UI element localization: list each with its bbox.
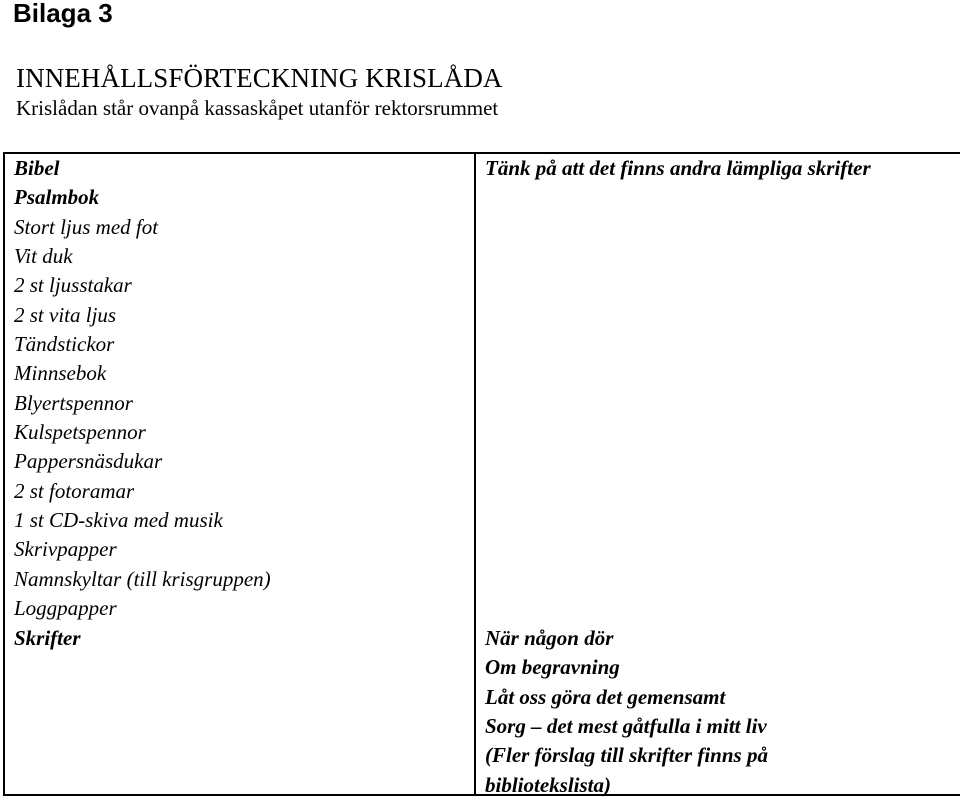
writings-list: [485, 624, 845, 800]
list-item-loggpapper: Loggpapper: [14, 596, 117, 621]
writing-item: När någon dör: [485, 626, 614, 650]
writing-item: (Fler förslag till skrifter finns på bibliotekslista): [485, 743, 768, 797]
list-item-vit-duk: Vit duk: [14, 244, 73, 269]
list-item-namnskyltar: Namnskyltar (till krisgruppen): [14, 566, 271, 591]
list-item-cd-skiva: 1 st CD-skiva med musik: [14, 508, 223, 533]
list-item-stort-ljus: Stort ljus med fot: [14, 214, 159, 239]
table-row: [4, 153, 960, 795]
item-list: [14, 154, 271, 653]
list-item-kulspetspennor: Kulspetspennor: [14, 420, 146, 445]
writing-item: Om begravning: [485, 655, 620, 680]
list-item-tandstickor: Tändstickor: [14, 332, 115, 357]
list-item-skrifter: Skrifter: [14, 625, 81, 650]
notes-cell: [475, 153, 960, 795]
writing-item: Sorg – det mest gåtfulla i mitt liv: [485, 714, 767, 739]
writing-item: Låt oss göra det gemensamt: [485, 684, 726, 709]
list-item-psalmbok: Psalmbok: [14, 185, 100, 210]
list-item-fotoramar: 2 st fotoramar: [14, 478, 135, 503]
list-item-pappersnasdukar: Pappersnäsdukar: [14, 449, 163, 474]
list-item-bibel: Bibel: [14, 156, 60, 180]
appendix-label: Bilaga 3: [13, 0, 113, 28]
list-item-vita-ljus: 2 st vita ljus: [14, 302, 117, 327]
contents-table: [3, 152, 960, 796]
list-item-blyertspennor: Blyertspennor: [14, 390, 133, 415]
document-title: INNEHÅLLSFÖRTECKNING KRISLÅDA: [16, 63, 503, 93]
list-item-skrivpapper: Skrivpapper: [14, 537, 117, 562]
list-item-ljusstakar: 2 st ljusstakar: [14, 273, 132, 298]
document-subtitle: Krislådan står ovanpå kassaskåpet utanför rektorsrummet: [16, 96, 499, 120]
list-item-minnsebok: Minnsebok: [14, 361, 107, 386]
items-cell: [4, 153, 475, 795]
writings-hint: Tänk på att det finns andra lämpliga skrifter: [485, 156, 871, 180]
